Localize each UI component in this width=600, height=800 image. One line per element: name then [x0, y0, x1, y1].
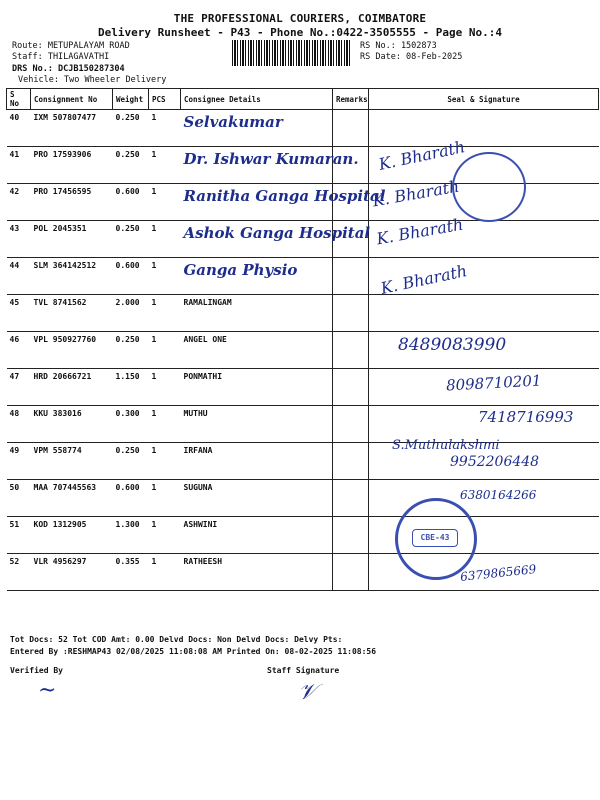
verified-by-label: Verified By: [10, 666, 63, 675]
company-stamp-icon: [395, 498, 477, 580]
row-remarks: [333, 406, 369, 443]
row-weight: 0.300: [113, 406, 149, 443]
row-sno: 52: [7, 554, 31, 591]
signature-50: 6380164266: [460, 488, 537, 502]
row-weight: 0.600: [113, 258, 149, 295]
row-weight: 0.250: [113, 221, 149, 258]
row-pcs: 1: [149, 554, 181, 591]
row-consignee: SUGUNA: [181, 480, 333, 517]
row-remarks: [333, 295, 369, 332]
row-sno: 40: [7, 110, 31, 147]
row-weight: 1.300: [113, 517, 149, 554]
col-consignee: Consignee Details: [181, 89, 333, 110]
row-consignment-no: SLM 364142512: [31, 258, 113, 295]
rs-number: RS No.: 1502873: [360, 41, 437, 51]
row-consignee: Ashok Ganga Hospital: [181, 221, 333, 258]
footer-totals: Tot Docs: 52 Tot COD Amt: 0.00 Delvd Docs: Non Delvd Docs: Delvy Pts:: [10, 635, 343, 644]
table-row: [7, 295, 599, 332]
row-pcs: 1: [149, 110, 181, 147]
row-pcs: 1: [149, 517, 181, 554]
row-remarks: [333, 110, 369, 147]
row-sno: 42: [7, 184, 31, 221]
barcode: [232, 40, 352, 66]
vehicle-label: Vehicle: Two Wheeler Delivery: [18, 75, 167, 85]
row-seal-signature: [369, 295, 599, 332]
signature-41: K. Bharath: [376, 137, 467, 174]
row-remarks: [333, 517, 369, 554]
row-consignment-no: KKU 383016: [31, 406, 113, 443]
row-sno: 51: [7, 517, 31, 554]
row-pcs: 1: [149, 369, 181, 406]
row-sno: 47: [7, 369, 31, 406]
signature-42: K. Bharath: [371, 176, 461, 211]
table-row: [7, 110, 599, 147]
route-label: Route: METUPALAYAM ROAD: [12, 41, 130, 51]
row-consignment-no: VPM 558774: [31, 443, 113, 480]
signature-43: K. Bharath: [375, 214, 465, 249]
col-sno: S No: [7, 89, 31, 110]
signature-51: 6379865669: [459, 562, 537, 584]
runsheet-subtitle: Delivery Runsheet - P43 - Phone No.:0422-3505555 - Page No.:4: [98, 26, 502, 39]
row-remarks: [333, 332, 369, 369]
row-consignee: Ganga Physio: [181, 258, 333, 295]
signature-44: K. Bharath: [378, 261, 469, 298]
row-sno: 48: [7, 406, 31, 443]
row-pcs: 1: [149, 295, 181, 332]
row-consignee: ASHWINI: [181, 517, 333, 554]
row-consignee: RAMALINGAM: [181, 295, 333, 332]
row-sno: 45: [7, 295, 31, 332]
row-remarks: [333, 480, 369, 517]
staff-label: Staff: THILAGAVATHI: [12, 52, 110, 62]
row-remarks: [333, 554, 369, 591]
row-weight: 1.150: [113, 369, 149, 406]
col-consignment: Consignment No: [31, 89, 113, 110]
row-consignee: ANGEL ONE: [181, 332, 333, 369]
row-consignment-no: HRD 20666721: [31, 369, 113, 406]
row-consignment-no: PRO 17456595: [31, 184, 113, 221]
col-remarks: Remarks: [333, 89, 369, 110]
row-weight: 2.000: [113, 295, 149, 332]
signature-47a: 8098710201: [445, 371, 542, 395]
row-pcs: 1: [149, 443, 181, 480]
verified-signature-icon: ~: [38, 678, 57, 703]
row-sno: 46: [7, 332, 31, 369]
col-weight: Weight: [113, 89, 149, 110]
rs-date: RS Date: 08-Feb-2025: [360, 52, 463, 62]
row-consignment-no: POL 2045351: [31, 221, 113, 258]
row-pcs: 1: [149, 332, 181, 369]
row-consignee: MUTHU: [181, 406, 333, 443]
runsheet-title: THE PROFESSIONAL COURIERS, COIMBATORE: [173, 12, 427, 25]
row-pcs: 1: [149, 184, 181, 221]
signature-47b: 7418716993: [478, 408, 574, 426]
row-weight: 0.355: [113, 554, 149, 591]
row-consignee: Selvakumar: [181, 110, 333, 147]
row-consignment-no: MAA 707445563: [31, 480, 113, 517]
staff-signature-icon: 𝒱: [298, 680, 317, 705]
row-pcs: 1: [149, 147, 181, 184]
row-consignment-no: KOD 1312905: [31, 517, 113, 554]
seal-stamp-icon: [452, 152, 526, 222]
row-weight: 0.600: [113, 184, 149, 221]
footer-entered: Entered By :RESHMAP43 02/08/2025 11:08:08 AM Printed On: 08-02-2025 11:08:56: [10, 647, 377, 656]
row-consignment-no: IXM 507807477: [31, 110, 113, 147]
col-seal-signature: Seal & Signature: [369, 89, 599, 110]
staff-signature-label: Staff Signature: [267, 666, 340, 675]
row-sno: 43: [7, 221, 31, 258]
row-pcs: 1: [149, 480, 181, 517]
table-row: [7, 332, 599, 369]
row-sno: 44: [7, 258, 31, 295]
table-header-row: [7, 89, 599, 110]
row-pcs: 1: [149, 258, 181, 295]
row-weight: 0.600: [113, 480, 149, 517]
row-consignment-no: PRO 17593906: [31, 147, 113, 184]
row-sno: 50: [7, 480, 31, 517]
row-consignment-no: VLR 4956297: [31, 554, 113, 591]
row-consignment-no: TVL 8741562: [31, 295, 113, 332]
row-weight: 0.250: [113, 110, 149, 147]
table-row: [7, 517, 599, 554]
row-remarks: [333, 369, 369, 406]
row-consignee: IRFANA: [181, 443, 333, 480]
row-weight: 0.250: [113, 147, 149, 184]
table-row: [7, 221, 599, 258]
signature-48b: 9952206448: [450, 454, 540, 470]
stamp-code: CBE-43: [412, 529, 458, 547]
row-weight: 0.250: [113, 443, 149, 480]
row-remarks: [333, 443, 369, 480]
table-row: [7, 258, 599, 295]
drs-number: DRS No.: DCJB150287304: [12, 64, 125, 74]
signature-48a: S.Muthulakshmi: [392, 438, 500, 453]
row-sno: 41: [7, 147, 31, 184]
row-consignee: PONMATHI: [181, 369, 333, 406]
row-pcs: 1: [149, 221, 181, 258]
col-pcs: PCS: [149, 89, 181, 110]
row-consignment-no: VPL 950927760: [31, 332, 113, 369]
row-pcs: 1: [149, 406, 181, 443]
row-consignee: Dr. Ishwar Kumaran.: [181, 147, 333, 184]
row-remarks: [333, 258, 369, 295]
row-consignee: RATHEESH: [181, 554, 333, 591]
signature-46: 8489083990: [398, 335, 507, 355]
row-sno: 49: [7, 443, 31, 480]
row-weight: 0.250: [113, 332, 149, 369]
row-seal-signature: [369, 110, 599, 147]
row-consignee: Ranitha Ganga Hospital: [181, 184, 333, 221]
